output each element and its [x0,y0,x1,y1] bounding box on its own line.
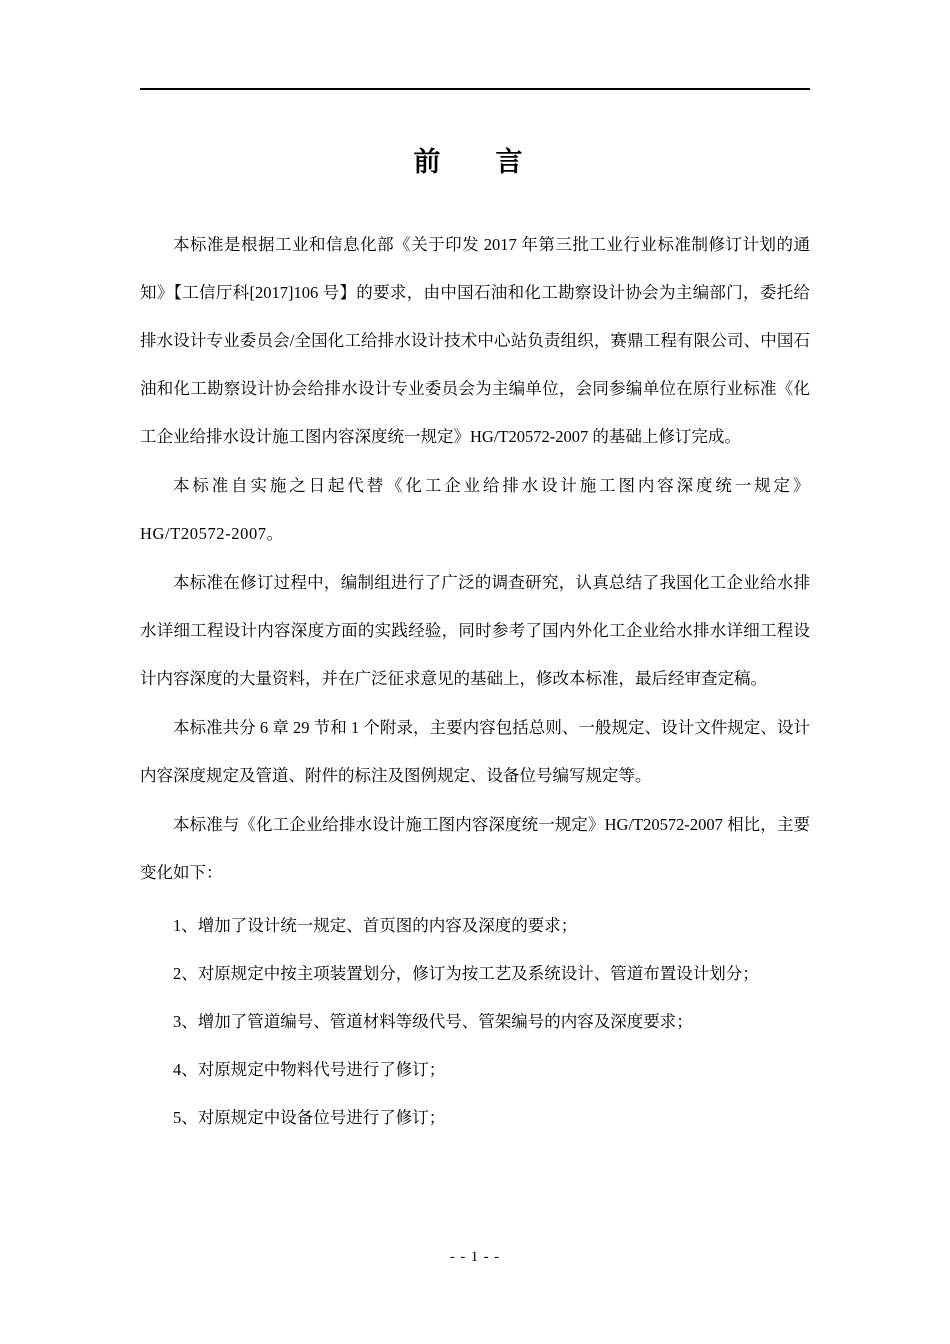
list-item: 4、对原规定中物料代号进行了修订； [173,1060,446,1079]
header-divider [140,88,810,90]
list-item: 2、对原规定中按主项装置划分，修订为按工艺及系统设计、管道布置设计划分； [173,964,759,983]
paragraph: 本标准是根据工业和信息化部《关于印发 2017 年第三批工业行业标准制修订计划的通知》【工信厅科[2017]106 号】的要求，由中国石油和化工勘察设计协会为主编部门，委托给排水设计专业委员会/全国化工给排水设计技术中心站负责组织，赛鼎工程有限公司、中国石油和化工勘察设计协会给排水设计专业委员会为主编单位，会同参编单位在原行业标准《化工企业给排水设计施工图内容深度统一规定》HG/T20572-2007 的基础上修订完成。 [140,235,810,446]
page-title: 前 言 [413,147,537,177]
foreword-body [140,221,810,1142]
paragraph: 本标准共分 6 章 29 节和 1 个附录，主要内容包括总则、一般规定、设计文件规定、设计内容深度规定及管道、附件的标注及图例规定、设备位号编写规定等。 [140,718,810,785]
list-item: 1、增加了设计统一规定、首页图的内容及深度的要求； [173,916,578,935]
paragraph: 本标准与《化工企业给排水设计施工图内容深度统一规定》HG/T20572-2007 相比，主要变化如下： [140,815,810,882]
paragraph: 本标准自实施之日起代替《化工企业给排水设计施工图内容深度统一规定》HG/T20572-2007。 [140,476,810,543]
page-number: - - 1 - - [449,1249,501,1265]
list-item: 3、增加了管道编号、管道材料等级代号、管架编号的内容及深度要求； [173,1012,693,1031]
paragraph: 本标准在修订过程中，编制组进行了广泛的调查研究，认真总结了我国化工企业给水排水详细工程设计内容深度方面的实践经验，同时参考了国内外化工企业给水排水详细工程设计内容深度的大量资料，并在广泛征求意见的基础上，修改本标准，最后经审查定稿。 [140,573,810,688]
list-item: 5、对原规定中设备位号进行了修订； [173,1108,446,1127]
